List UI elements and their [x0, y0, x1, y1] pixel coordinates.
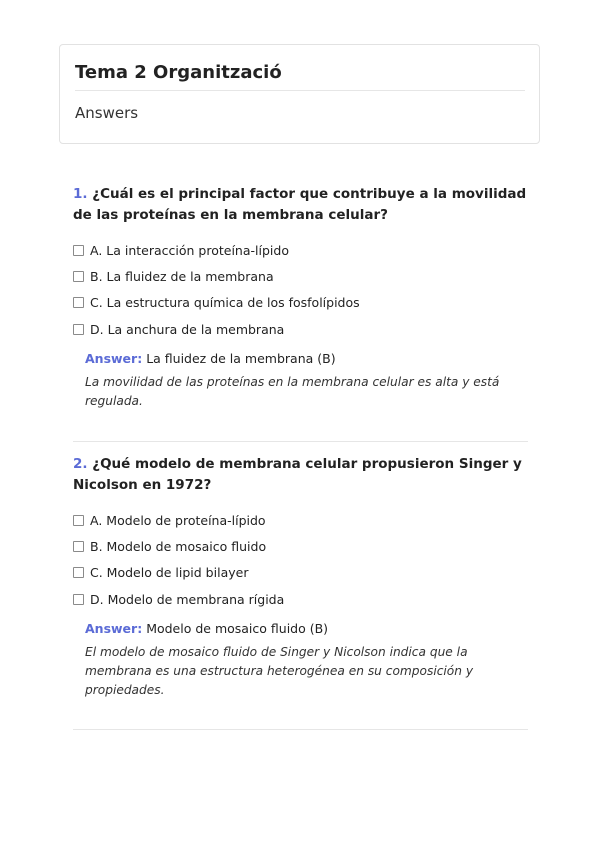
option-a[interactable] [73, 507, 528, 533]
option-c[interactable] [73, 290, 528, 316]
checkbox[interactable] [73, 271, 84, 282]
question-separator [73, 729, 528, 730]
answer-label: Answer: [85, 350, 143, 366]
option-d[interactable] [73, 316, 528, 342]
answer-value: Modelo de mosaico fluido (B) [146, 620, 329, 636]
option-label: C. La estructura química de los fosfolípidos [90, 295, 360, 311]
option-label: B. Modelo de mosaico fluido [90, 539, 267, 555]
option-label: D. La anchura de la membrana [90, 321, 285, 337]
option-c[interactable] [73, 560, 528, 586]
checkbox[interactable] [73, 245, 84, 256]
option-label: D. Modelo de membrana rígida [90, 591, 285, 607]
question-number: 1. [73, 186, 88, 202]
question-2 [73, 454, 528, 700]
answer-explanation: La movilidad de las proteínas en la membrana celular es alta y está regulada. [85, 374, 500, 408]
checkbox[interactable] [73, 594, 84, 605]
option-label: A. Modelo de proteína-lípido [90, 512, 266, 528]
option-label: C. Modelo de lipid bilayer [90, 565, 249, 581]
answer-label: Answer: [85, 620, 143, 636]
header-card [59, 44, 540, 144]
checkbox[interactable] [73, 515, 84, 526]
checkbox[interactable] [73, 324, 84, 335]
document-title: Tema 2 Organització [75, 62, 282, 83]
option-label: B. La fluidez de la membrana [90, 269, 274, 285]
header-divider [75, 90, 525, 91]
answer-explanation: El modelo de mosaico fluido de Singer y Nicolson indica que la membrana es una estructura heterogénea en su composición y propiedades. [85, 644, 474, 697]
question-separator [73, 441, 528, 442]
option-d[interactable] [73, 586, 528, 612]
question-1 [73, 184, 528, 411]
question-number: 2. [73, 456, 88, 472]
options-list [73, 237, 528, 343]
question-text [73, 454, 528, 496]
options-list [73, 507, 528, 613]
checkbox[interactable] [73, 541, 84, 552]
answer-block [85, 350, 528, 411]
checkbox[interactable] [73, 567, 84, 578]
question-prompt: ¿Cuál es el principal factor que contribuye a la movilidad de las proteínas en la membrana celular? [73, 186, 527, 223]
checkbox[interactable] [73, 297, 84, 308]
answer-line [85, 350, 528, 368]
answer-line [85, 620, 528, 638]
document-subtitle: Answers [75, 104, 139, 122]
option-b[interactable] [73, 533, 528, 559]
answer-value: La fluidez de la membrana (B) [146, 350, 336, 366]
answer-block [85, 620, 528, 700]
option-label: A. La interacción proteína-lípido [90, 242, 289, 258]
option-b[interactable] [73, 263, 528, 289]
option-a[interactable] [73, 237, 528, 263]
question-prompt: ¿Qué modelo de membrana celular propusieron Singer y Nicolson en 1972? [73, 456, 522, 493]
question-text [73, 184, 528, 226]
